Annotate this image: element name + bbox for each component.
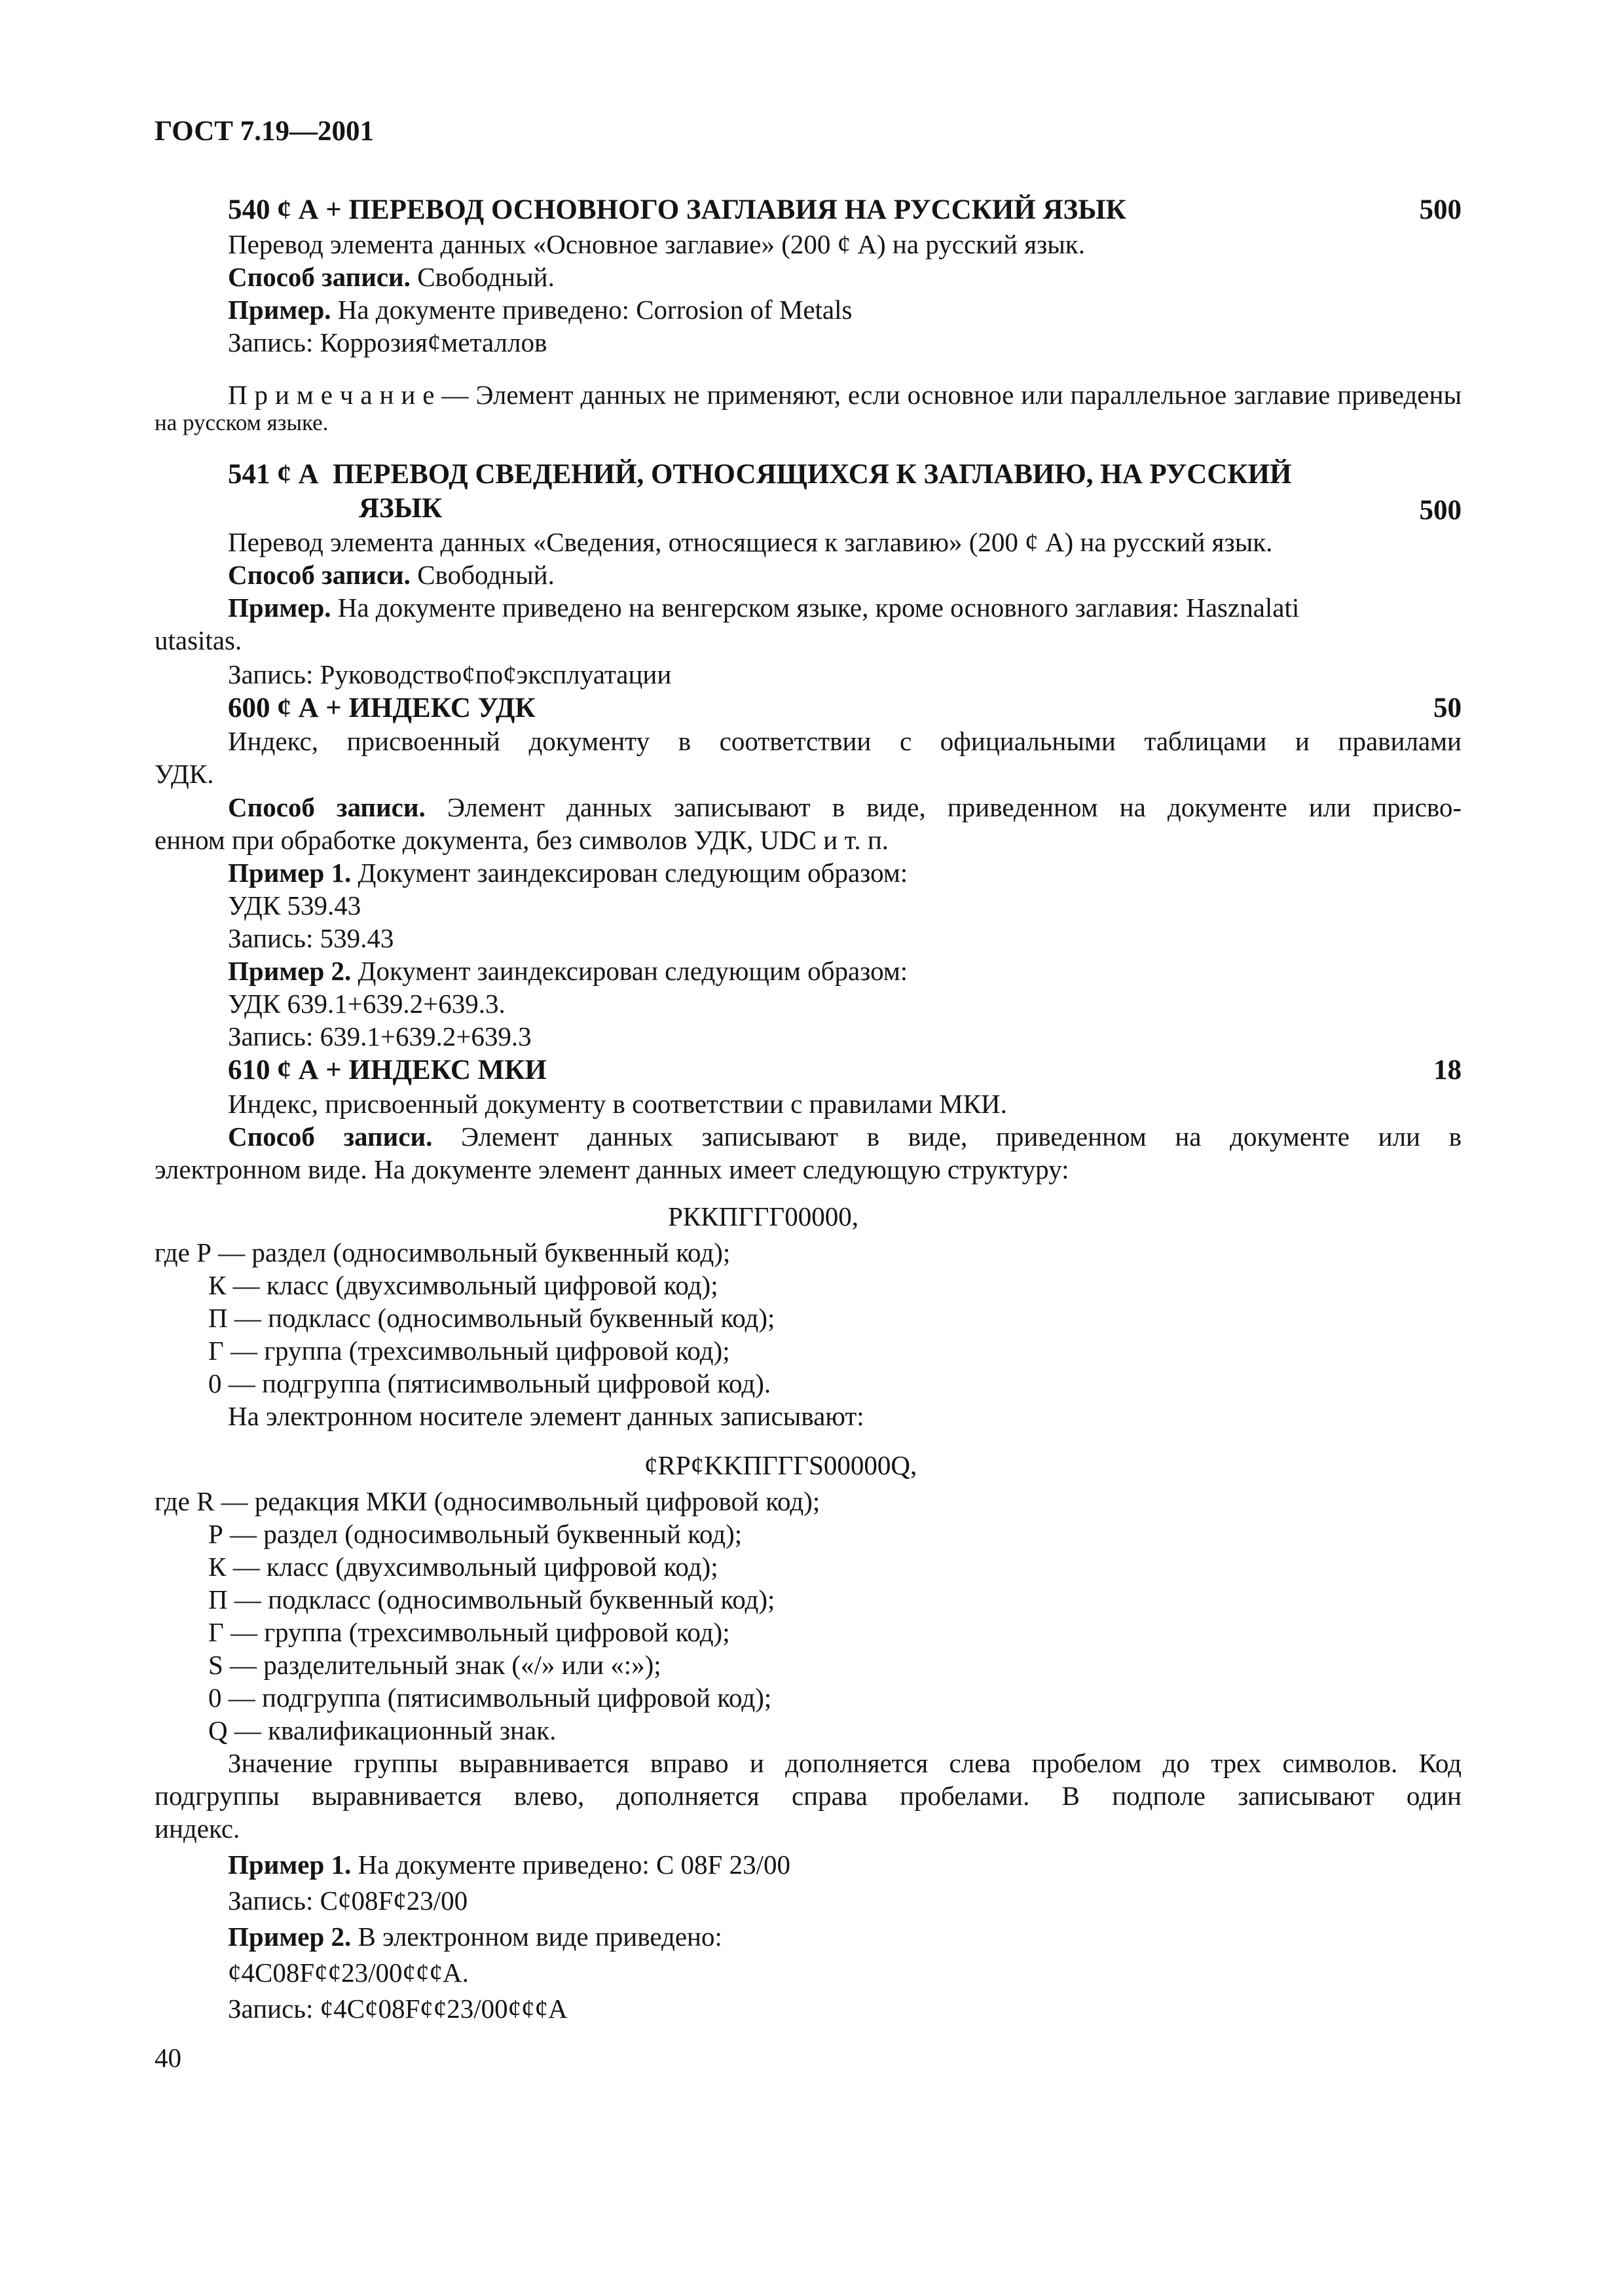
method-text: Элемент данных записывают в виде, приведенном на документе или в xyxy=(432,1121,1462,1152)
section-541-heading-line2: ЯЗЫК xyxy=(359,493,443,524)
example-label: Пример 2. xyxy=(228,956,352,986)
section-610-length: 18 xyxy=(1433,1055,1462,1085)
document-header: ГОСТ 7.19—2001 xyxy=(155,116,374,147)
section-600-example1-value: УДК 539.43 xyxy=(228,890,361,920)
structure-formula-electronic: ȼRPȼKKПГГГS00000Q, xyxy=(644,1450,917,1480)
example-label: Пример. xyxy=(228,592,331,623)
example-label: Пример 2. xyxy=(228,1922,352,1952)
section-610-description: Индекс, присвоенный документу в соответствии с правилами МКИ. xyxy=(228,1089,1007,1119)
example-label: Пример 1. xyxy=(228,858,352,888)
section-610-heading: 610 ȼ А + ИНДЕКС МКИ xyxy=(228,1055,547,1085)
legend1-line: где Р — раздел (односимвольный буквенный код); xyxy=(155,1237,731,1267)
section-610-method xyxy=(228,1123,1462,1150)
section-540-note-line2: на русском языке. xyxy=(155,410,329,435)
section-540-length: 500 xyxy=(1419,194,1462,225)
method-label: Способ записи. xyxy=(228,1121,433,1152)
method-label: Способ записи. xyxy=(228,560,411,590)
section-600-heading: 600 ȼ А + ИНДЕКС УДК xyxy=(228,693,536,723)
legend1-line: П — подкласс (односимвольный буквенный код); xyxy=(208,1303,775,1333)
section-540-note-line1: П р и м е ч а н и е — Элемент данных не применяют, если основное или параллельное заглавие приведены xyxy=(228,380,1462,410)
example-text: На документе приведено на венгерском языке, кроме основного заглавия: Hasznalati xyxy=(331,592,1300,623)
section-540-heading: 540 ȼ А + ПЕРЕВОД ОСНОВНОГО ЗАГЛАВИЯ НА РУССКИЙ ЯЗЫК xyxy=(228,194,1126,225)
page-number: 40 xyxy=(155,2043,181,2073)
section-600-method xyxy=(228,794,1462,821)
legend1-line: 0 — подгруппа (пятисимвольный цифровой код). xyxy=(208,1368,771,1398)
section-541-example-cont: utasitas. xyxy=(155,625,242,655)
section-600-method-cont: енном при обработке документа, без символов УДК, UDC и т. п. xyxy=(155,825,889,855)
legend2-line: К — класс (двухсимвольный цифровой код); xyxy=(208,1552,718,1582)
section-540-method xyxy=(228,264,555,291)
section-541-heading-line1: 541 ȼ А ПЕРЕВОД СВЕДЕНИЙ, ОТНОСЯЩИХСЯ К ЗАГЛАВИЮ, НА РУССКИЙ xyxy=(228,459,1292,490)
section-541-record: Запись: Руководствоȼпоȼэксплуатации xyxy=(228,659,672,689)
section-600-description: Индекс, присвоенный документу в соответствии с официальными таблицами и правилами xyxy=(228,726,1462,756)
section-541-length: 500 xyxy=(1419,495,1462,526)
example-label: Пример. xyxy=(228,295,331,325)
legend2-line: Г — группа (трехсимвольный цифровой код); xyxy=(208,1617,730,1647)
example-label: Пример 1. xyxy=(228,1850,352,1880)
rule-line1: Значение группы выравнивается вправо и дополняется слева пробелом до трех символов. Код xyxy=(228,1748,1462,1778)
example-text: На документе приведено: С 08F 23/00 xyxy=(351,1850,791,1880)
method-label: Способ записи. xyxy=(228,792,426,822)
section-610-example1-record: Запись: Сȼ08Fȼ23/00 xyxy=(228,1886,468,1916)
section-541-description: Перевод элемента данных «Сведения, относящиеся к заглавию» (200 ȼ А) на русский язык. xyxy=(228,527,1273,557)
electronic-intro: На электронном носителе элемент данных записывают: xyxy=(228,1401,864,1431)
legend2-line: 0 — подгруппа (пятисимвольный цифровой код); xyxy=(208,1683,772,1713)
example-text: В электронном виде приведено: xyxy=(351,1922,722,1952)
legend2-line: S — разделительный знак («/» или «:»); xyxy=(208,1650,661,1680)
section-540-description: Перевод элемента данных «Основное заглавие» (200 ȼ А) на русский язык. xyxy=(228,229,1085,259)
section-610-method-cont: электронном виде. На документе элемент данных имеет следующую структуру: xyxy=(155,1154,1069,1184)
section-541-example xyxy=(228,594,1299,621)
legend2-line: где R — редакция МКИ (односимвольный цифровой код); xyxy=(155,1486,820,1516)
section-600-example2-value: УДК 639.1+639.2+639.3. xyxy=(228,989,506,1019)
rule-line2: подгруппы выравнивается влево, дополняется справа пробелами. В подполе записывают один xyxy=(155,1781,1462,1811)
section-610-example2-value: ȼ4C08Fȼȼ23/00ȼȼȼA. xyxy=(228,1958,469,1988)
section-600-example2-record: Запись: 639.1+639.2+639.3 xyxy=(228,1021,532,1051)
example-text: Документ заиндексирован следующим образом: xyxy=(351,858,908,888)
method-text: Свободный. xyxy=(410,560,555,590)
section-610-example2 xyxy=(228,1923,722,1950)
section-600-example1 xyxy=(228,860,908,886)
rule-line3: индекс. xyxy=(155,1813,240,1844)
legend2-line: Q — квалификационный знак. xyxy=(208,1715,557,1745)
section-600-example2 xyxy=(228,958,908,985)
method-text: Элемент данных записывают в виде, приведенном на документе или присво- xyxy=(425,792,1462,822)
method-text: Свободный. xyxy=(410,262,555,292)
structure-formula-document: РККПГГГ00000, xyxy=(668,1201,858,1231)
legend1-line: Г — группа (трехсимвольный цифровой код); xyxy=(208,1336,730,1366)
section-541-method xyxy=(228,562,555,589)
section-540-example xyxy=(228,297,852,323)
example-text: На документе приведено: Corrosion of Metals xyxy=(331,295,853,325)
section-540-record: Запись: Коррозияȼметаллов xyxy=(228,327,547,357)
section-610-example1 xyxy=(228,1851,790,1878)
legend1-line: К — класс (двухсимвольный цифровой код); xyxy=(208,1270,718,1300)
example-text: Документ заиндексирован следующим образом: xyxy=(351,956,908,986)
section-610-example2-record: Запись: ȼ4Cȼ08Fȼȼ23/00ȼȼȼA xyxy=(228,1994,568,2024)
section-600-length: 50 xyxy=(1433,693,1462,723)
method-label: Способ записи. xyxy=(228,262,411,292)
section-600-description-cont: УДК. xyxy=(155,759,214,789)
legend2-line: Р — раздел (односимвольный буквенный код); xyxy=(208,1519,743,1549)
section-600-example1-record: Запись: 539.43 xyxy=(228,923,394,953)
legend2-line: П — подкласс (односимвольный буквенный код); xyxy=(208,1584,775,1614)
